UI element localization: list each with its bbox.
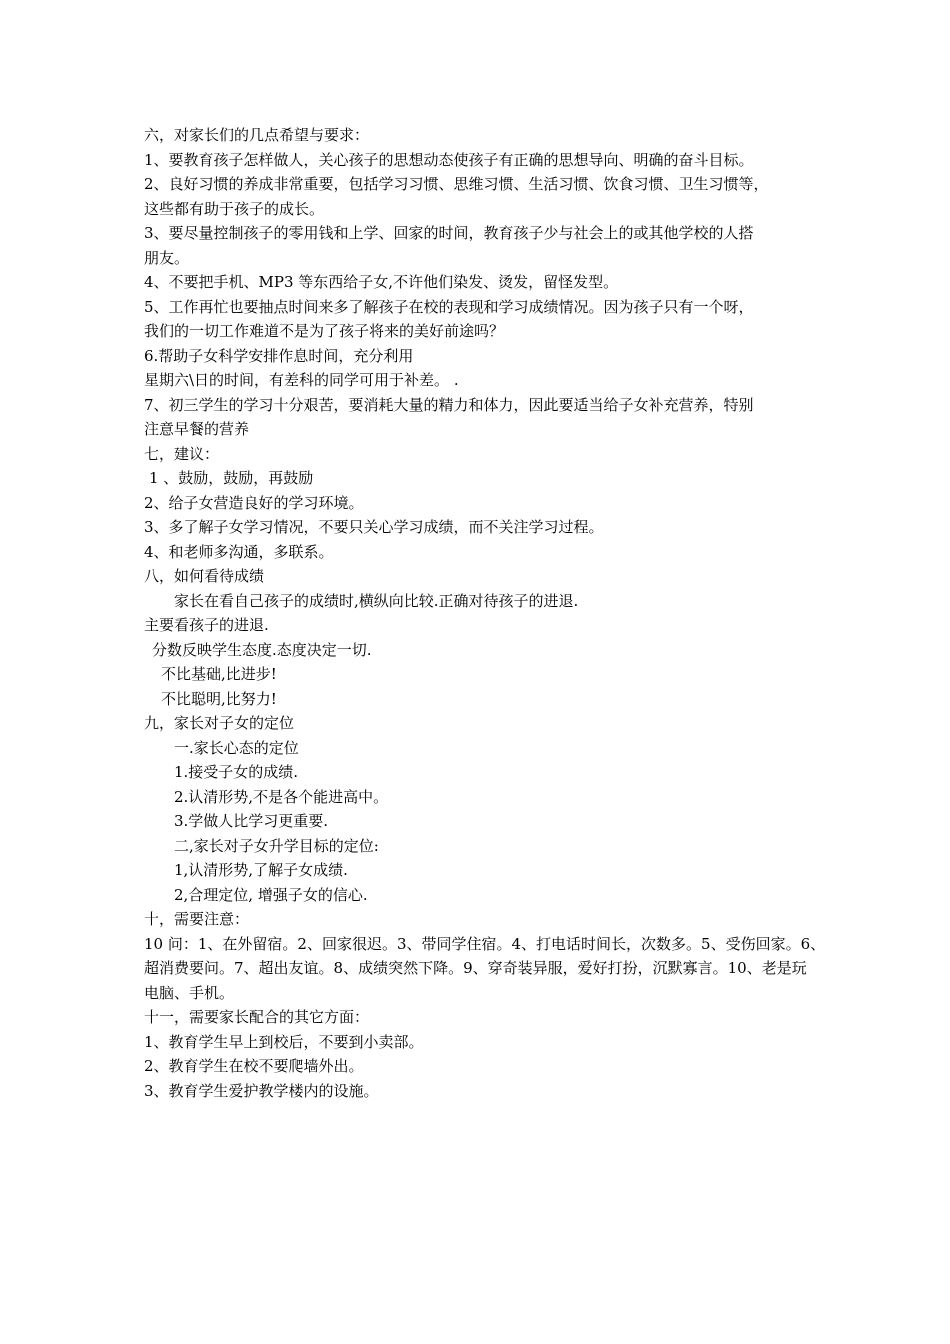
- text-line: 10 问：1、在外留宿。2、回家很迟。3、带同学住宿。4、打电话时间长，次数多。5、受伤回家。6、: [144, 934, 826, 953]
- text-line: 十，需要注意：: [144, 910, 250, 928]
- text-line: 十一，需要家长配合的其它方面：: [144, 1008, 370, 1026]
- text-line: 4、和老师多沟通，多联系。: [144, 542, 334, 561]
- text-line: 分数反映学生态度.态度决定一切.: [152, 640, 372, 659]
- text-line: 六，对家长们的几点希望与要求：: [144, 126, 370, 144]
- text-line: 七，建议：: [144, 444, 220, 463]
- text-line: 2、教育学生在校不要爬墙外出。: [144, 1057, 364, 1075]
- text-line: 超消费要问。7、超出友谊。8、成绩突然下降。9、穿奇装异服，爱好打扮，沉默寡言。10、老是玩: [144, 959, 807, 977]
- text-line: 3、教育学生爱护教学楼内的设施。: [144, 1081, 379, 1100]
- text-line: 7、初三学生的学习十分艰苦，要消耗大量的精力和体力，因此要适当给子女补充营养，特别: [144, 395, 754, 414]
- text-line: 九，家长对子女的定位: [144, 714, 295, 732]
- text-line: 2.认清形势,不是各个能进高中。: [174, 787, 389, 806]
- text-line: 星期六\日的时间，有差科的同学可用于补差。 .: [144, 371, 459, 389]
- text-line: 不比聪明,比努力!: [161, 689, 277, 708]
- text-line: 4、不要把手机、MP3 等东西给子女,不许他们染发、烫发，留怪发型。: [144, 273, 619, 291]
- document-body: [144, 123, 826, 1103]
- text-line: 3、多了解子女学习情况，不要只关心学习成绩，而不关注学习过程。: [144, 518, 604, 536]
- text-line: 电脑、手机。: [144, 983, 235, 1002]
- text-line: 2,合理定位, 增强子女的信心.: [174, 885, 368, 904]
- text-line: 6.帮助子女科学安排作息时间，充分利用: [144, 346, 414, 365]
- text-line: 1 、鼓励，鼓励，再鼓励: [149, 469, 314, 487]
- text-line: 1,认清形势,了解子女成绩.: [174, 861, 348, 879]
- text-line: 1、要教育孩子怎样做人，关心孩子的思想动态使孩子有正确的思想导向、明确的奋斗目标。: [144, 150, 754, 169]
- text-line: 3.学做人比学习更重要.: [174, 812, 329, 830]
- text-line: 这些都有助于孩子的成长。: [144, 199, 325, 218]
- text-line: 2、给子女营造良好的学习环境。: [144, 493, 364, 512]
- text-line: 5、工作再忙也要抽点时间来多了解孩子在校的表现和学习成绩情况。因为孩子只有一个呀，: [144, 297, 754, 316]
- text-line: 一.家长心态的定位: [174, 738, 299, 757]
- text-line: 2、良好习惯的养成非常重要，包括学习习惯、思维习惯、生活习惯、饮食习惯、卫生习惯等，: [144, 175, 769, 193]
- text-line: 主要看孩子的进退.: [144, 616, 269, 634]
- text-line: 家长在看自己孩子的成绩时,横纵向比较.正确对待孩子的进退.: [174, 591, 579, 610]
- text-line: 不比基础,比进步!: [161, 665, 277, 683]
- text-line: 3、要尽量控制孩子的零用钱和上学、回家的时间，教育孩子少与社会上的或其他学校的人搭: [144, 224, 754, 242]
- text-line: 朋友。: [144, 248, 190, 267]
- text-line: 注意早餐的营养: [144, 420, 250, 438]
- text-line: 八，如何看待成绩: [144, 567, 265, 585]
- text-line: 我们的一切工作难道不是为了孩子将来的美好前途吗？: [144, 322, 505, 340]
- text-line: 1、教育学生早上到校后，不要到小卖部。: [144, 1032, 424, 1051]
- text-line: 二,家长对子女升学目标的定位:: [174, 836, 379, 855]
- text-line: 1.接受子女的成绩.: [174, 763, 299, 781]
